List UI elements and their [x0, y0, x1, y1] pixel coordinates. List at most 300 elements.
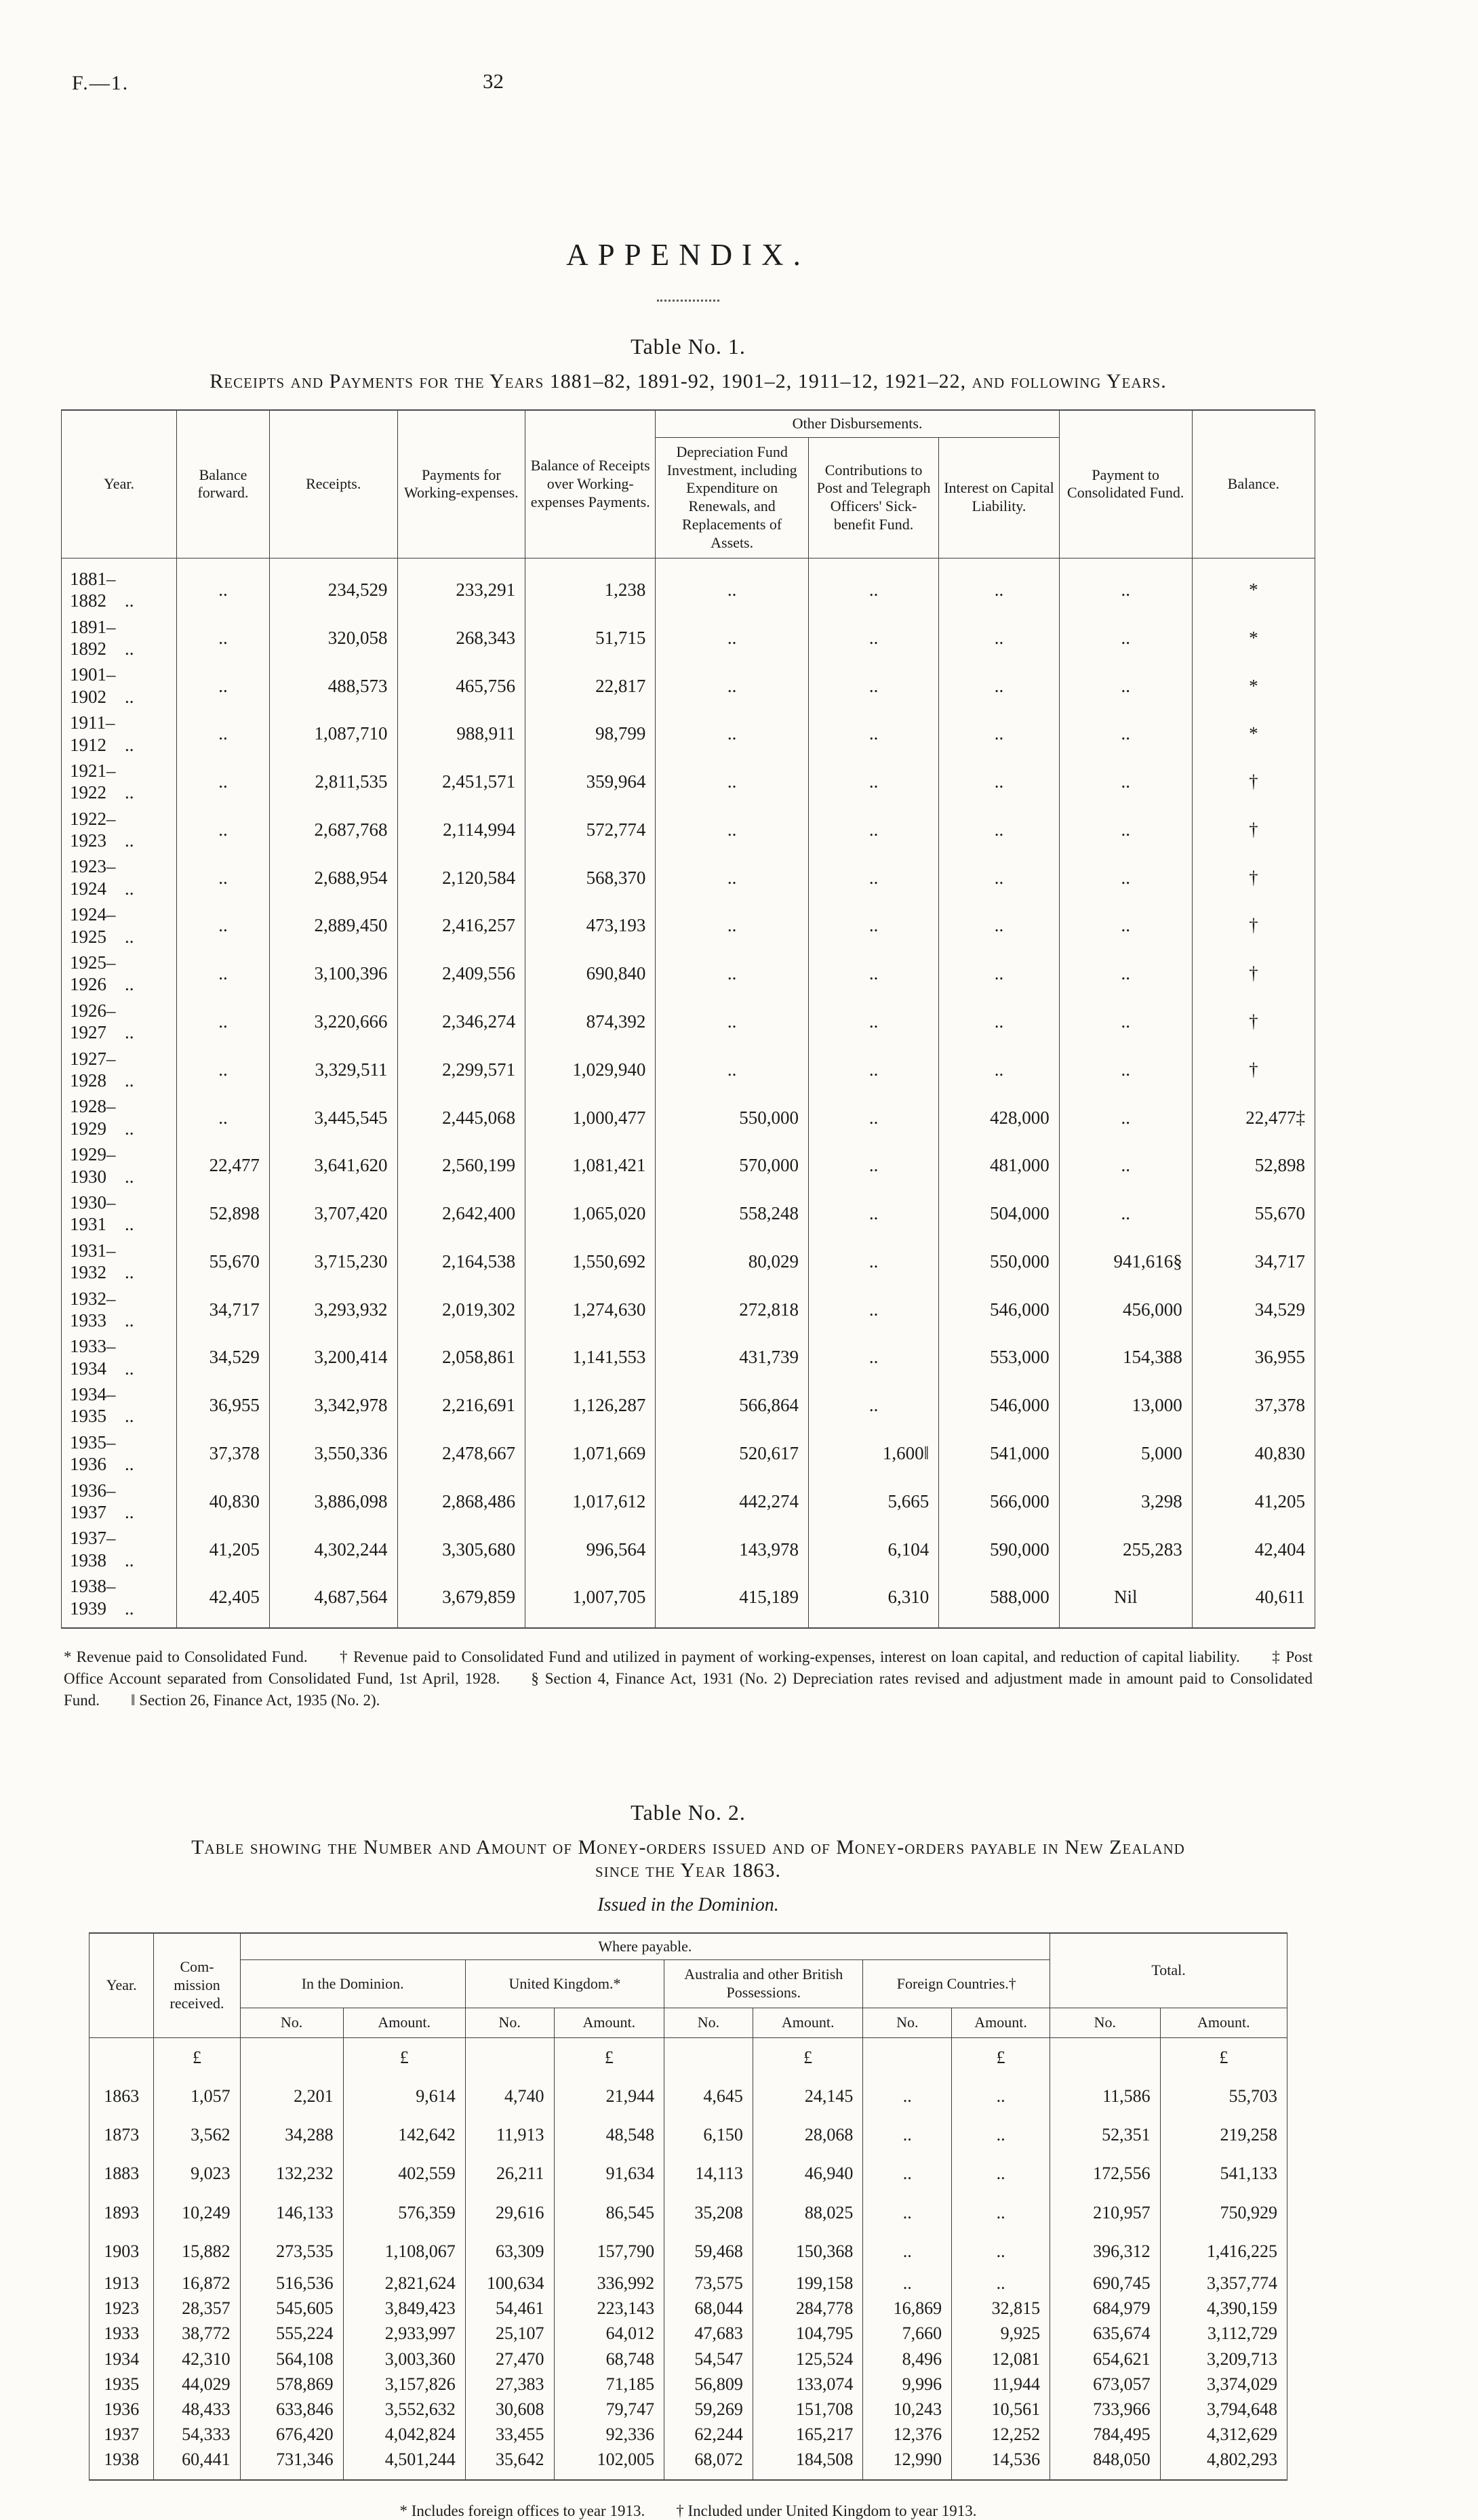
table-cell: 4,302,244 — [269, 1525, 397, 1573]
col-group-united-kingdom: United Kingdom.* — [465, 1960, 664, 2008]
table-cell: .. — [952, 2232, 1050, 2271]
table-cell: 165,217 — [753, 2422, 863, 2447]
table1-title: Table No. 1. — [631, 334, 746, 359]
table-cell: 1893 — [89, 2193, 154, 2232]
table-cell: 1,238 — [525, 558, 656, 613]
table2-footnote: * Includes foreign offices to year 1913. † Included under United Kingdom to year 1913. — [399, 2502, 977, 2520]
table-cell: 125,524 — [753, 2346, 863, 2372]
table-cell: 2,642,400 — [397, 1190, 525, 1238]
table-cell: .. — [1059, 998, 1192, 1046]
table-cell: 3,794,648 — [1160, 2397, 1287, 2422]
table-cell: * — [1192, 710, 1315, 758]
table-row — [62, 614, 1315, 662]
table-cell: 6,104 — [808, 1525, 938, 1573]
table-cell: 12,081 — [952, 2346, 1050, 2372]
table-cell: 62,244 — [664, 2422, 753, 2447]
table-cell: 199,158 — [753, 2271, 863, 2296]
table-cell: 28,068 — [753, 2115, 863, 2154]
table-cell: 2,560,199 — [397, 1141, 525, 1190]
table-cell: .. — [939, 710, 1060, 758]
table-cell: .. — [656, 558, 809, 613]
table-cell: 272,818 — [656, 1286, 809, 1334]
col-header-no: No. — [863, 2008, 952, 2038]
table-cell: 157,790 — [554, 2232, 664, 2271]
table-cell: .. — [808, 1333, 938, 1381]
table-cell: 1,081,421 — [525, 1141, 656, 1190]
table-cell: 2,478,667 — [397, 1429, 525, 1478]
table-cell: 33,455 — [465, 2422, 554, 2447]
table-cell: 520,617 — [656, 1429, 809, 1478]
table-cell: 41,205 — [1192, 1478, 1315, 1526]
table-cell: 34,288 — [240, 2115, 343, 2154]
table-cell: 2,889,450 — [269, 901, 397, 950]
table-cell: .. — [808, 950, 938, 998]
table-cell: .. — [1059, 853, 1192, 901]
table-cell: 1913 — [89, 2271, 154, 2296]
table-cell: 36,955 — [177, 1381, 270, 1429]
table-cell: 570,000 — [656, 1141, 809, 1190]
table-cell: 359,964 — [525, 758, 656, 806]
table-cell: £ — [343, 2037, 465, 2077]
table-cell: 27,470 — [465, 2346, 554, 2372]
table-cell: 34,529 — [177, 1333, 270, 1381]
table-cell — [89, 2037, 154, 2077]
table-cell: 2,114,994 — [397, 806, 525, 854]
table-cell: .. — [808, 806, 938, 854]
table-cell: .. — [656, 614, 809, 662]
table-cell: .. — [1059, 1141, 1192, 1190]
table-row — [89, 2115, 1287, 2154]
col-group-foreign: Foreign Countries.† — [863, 1960, 1050, 2008]
table-cell: 9,996 — [863, 2372, 952, 2397]
table-cell: 9,023 — [154, 2154, 240, 2193]
table-cell: 784,495 — [1050, 2422, 1161, 2447]
col-header-amount: Amount. — [952, 2008, 1050, 2038]
table-cell: 1936 — [89, 2397, 154, 2422]
col-header-amount: Amount. — [753, 2008, 863, 2038]
table-cell: .. — [952, 2193, 1050, 2232]
table-cell: 588,000 — [939, 1573, 1060, 1628]
table-cell: 2,299,571 — [397, 1046, 525, 1094]
col-group-in-dominion: In the Dominion. — [240, 1960, 465, 2008]
table-cell: .. — [808, 1286, 938, 1334]
table-cell: .. — [656, 806, 809, 854]
table-cell: 48,548 — [554, 2115, 664, 2154]
table-cell: 2,164,538 — [397, 1238, 525, 1286]
table-cell: 233,291 — [397, 558, 525, 613]
table-row — [62, 1046, 1315, 1094]
table-row — [89, 2422, 1287, 2447]
table-cell: 1938–1939 .. — [62, 1573, 177, 1628]
table-cell: .. — [939, 901, 1060, 950]
table-row — [89, 2077, 1287, 2115]
table-cell: 14,536 — [952, 2447, 1050, 2480]
table2-title: Table No. 2. — [631, 1800, 746, 1825]
table-cell: .. — [177, 614, 270, 662]
table-row — [89, 2321, 1287, 2346]
table-cell: 3,200,414 — [269, 1333, 397, 1381]
table-cell: .. — [808, 1238, 938, 1286]
table-cell: 1901–1902 .. — [62, 662, 177, 710]
table-row — [89, 2037, 1287, 2077]
table-header-row — [62, 410, 1315, 437]
table-header-row — [89, 2008, 1287, 2038]
table-cell: .. — [177, 1093, 270, 1141]
table-cell: 12,252 — [952, 2422, 1050, 2447]
page-content — [61, 0, 1315, 2520]
table-cell: .. — [177, 950, 270, 998]
table-cell: 12,376 — [863, 2422, 952, 2447]
table2-section — [61, 1800, 1315, 2520]
table-cell: 690,745 — [1050, 2271, 1161, 2296]
table-row — [62, 758, 1315, 806]
table-cell: £ — [952, 2037, 1050, 2077]
table-cell: 2,201 — [240, 2077, 343, 2115]
table-cell: £ — [154, 2037, 240, 2077]
table-cell: 64,012 — [554, 2321, 664, 2346]
table-cell: 1873 — [89, 2115, 154, 2154]
table-cell: 4,740 — [465, 2077, 554, 2115]
table-cell: 7,660 — [863, 2321, 952, 2346]
table-cell: 3,715,230 — [269, 1238, 397, 1286]
table-cell: .. — [863, 2077, 952, 2115]
table-cell: 255,283 — [1059, 1525, 1192, 1573]
table-cell: 1921–1922 .. — [62, 758, 177, 806]
table-cell: 15,882 — [154, 2232, 240, 2271]
table-cell: 5,000 — [1059, 1429, 1192, 1478]
table-cell: .. — [656, 662, 809, 710]
col-header-year: Year. — [89, 1933, 154, 2038]
table-cell: 1933 — [89, 2321, 154, 2346]
table-cell: .. — [939, 806, 1060, 854]
table-header-row — [89, 1933, 1287, 1960]
table-cell: 1,141,553 — [525, 1333, 656, 1381]
table-cell: † — [1192, 998, 1315, 1046]
table-cell: 550,000 — [939, 1238, 1060, 1286]
col-header-commission: Com-mission received. — [154, 1933, 240, 2038]
table-cell: 1,126,287 — [525, 1381, 656, 1429]
table-cell: 731,346 — [240, 2447, 343, 2480]
col-header-payment-consolidated: Payment to Consolidated Fund. — [1059, 410, 1192, 558]
table-cell: 2,058,861 — [397, 1333, 525, 1381]
table-cell: 415,189 — [656, 1573, 809, 1628]
table-cell: 28,357 — [154, 2296, 240, 2321]
table-cell: 6,310 — [808, 1573, 938, 1628]
table-cell: 59,269 — [664, 2397, 753, 2422]
table-cell: 48,433 — [154, 2397, 240, 2422]
table-cell: 1881–1882 .. — [62, 558, 177, 613]
table-cell: 564,108 — [240, 2346, 343, 2372]
table-cell: 3,305,680 — [397, 1525, 525, 1573]
table-cell: 54,547 — [664, 2346, 753, 2372]
table-cell: .. — [1059, 901, 1192, 950]
table-cell: 576,359 — [343, 2193, 465, 2232]
table-cell: 10,561 — [952, 2397, 1050, 2422]
table-cell: .. — [1059, 662, 1192, 710]
table-cell: .. — [656, 998, 809, 1046]
table-cell: 1935–1936 .. — [62, 1429, 177, 1478]
table-cell: 3,329,511 — [269, 1046, 397, 1094]
table-cell: 3,298 — [1059, 1478, 1192, 1526]
table-cell: .. — [939, 998, 1060, 1046]
table-cell: 1934–1935 .. — [62, 1381, 177, 1429]
table-cell: 172,556 — [1050, 2154, 1161, 2193]
table-cell: 80,029 — [656, 1238, 809, 1286]
table-row — [62, 1286, 1315, 1334]
table-cell — [1050, 2037, 1161, 2077]
table-cell: .. — [1059, 558, 1192, 613]
table-row — [89, 2296, 1287, 2321]
table-cell: 102,005 — [554, 2447, 664, 2480]
table-cell: .. — [1059, 710, 1192, 758]
table-cell: 150,368 — [753, 2232, 863, 2271]
table-cell: .. — [939, 950, 1060, 998]
table-cell: 456,000 — [1059, 1286, 1192, 1334]
table-cell: 35,642 — [465, 2447, 554, 2480]
table-cell: 1923–1924 .. — [62, 853, 177, 901]
col-group-total: Total. — [1050, 1933, 1287, 2008]
table-cell: 52,898 — [1192, 1141, 1315, 1190]
table-cell: 3,003,360 — [343, 2346, 465, 2372]
table-row — [62, 1190, 1315, 1238]
table-row — [62, 1429, 1315, 1478]
table-cell: 38,772 — [154, 2321, 240, 2346]
table-cell: 71,185 — [554, 2372, 664, 2397]
table-cell: 54,461 — [465, 2296, 554, 2321]
table-row — [62, 710, 1315, 758]
table-cell: 3,342,978 — [269, 1381, 397, 1429]
table-cell: 396,312 — [1050, 2232, 1161, 2271]
table-cell: * — [1192, 558, 1315, 613]
table-cell: .. — [863, 2115, 952, 2154]
table-cell: 22,477‡ — [1192, 1093, 1315, 1141]
table-cell: 219,258 — [1160, 2115, 1287, 2154]
table-cell: 1931–1932 .. — [62, 1238, 177, 1286]
table2-header — [89, 1933, 1287, 2038]
table-cell: * — [1192, 614, 1315, 662]
table-cell: 572,774 — [525, 806, 656, 854]
table-cell: .. — [808, 558, 938, 613]
table-cell: 3,157,826 — [343, 2372, 465, 2397]
table-cell: 11,944 — [952, 2372, 1050, 2397]
col-header-amount: Amount. — [554, 2008, 664, 2038]
table-cell: 91,634 — [554, 2154, 664, 2193]
col-header-balance: Balance. — [1192, 410, 1315, 558]
table-cell: 41,205 — [177, 1525, 270, 1573]
table-cell: 988,911 — [397, 710, 525, 758]
table-cell: 690,840 — [525, 950, 656, 998]
table-cell: 30,608 — [465, 2397, 554, 2422]
table-cell: 184,508 — [753, 2447, 863, 2480]
table-cell: .. — [656, 758, 809, 806]
table-cell: 268,343 — [397, 614, 525, 662]
table-cell: 55,670 — [1192, 1190, 1315, 1238]
table-row — [62, 1478, 1315, 1526]
table-cell: 545,605 — [240, 2296, 343, 2321]
table-cell: .. — [656, 950, 809, 998]
col-header-no: No. — [664, 2008, 753, 2038]
table-cell: 1,007,705 — [525, 1573, 656, 1628]
table-cell: .. — [808, 614, 938, 662]
table-cell: .. — [808, 901, 938, 950]
table-row — [62, 558, 1315, 613]
table-cell: 2,019,302 — [397, 1286, 525, 1334]
table-cell: 3,112,729 — [1160, 2321, 1287, 2346]
table-cell: 941,616§ — [1059, 1238, 1192, 1286]
table-cell: 3,552,632 — [343, 2397, 465, 2422]
table-cell: 92,336 — [554, 2422, 664, 2447]
table-cell: 10,249 — [154, 2193, 240, 2232]
col-header-interest: Interest on Capital Liability. — [939, 437, 1060, 558]
table-cell: 3,445,545 — [269, 1093, 397, 1141]
section-rule — [657, 300, 719, 302]
table-cell: 56,809 — [664, 2372, 753, 2397]
table-cell: .. — [808, 662, 938, 710]
table-cell: 9,614 — [343, 2077, 465, 2115]
table-cell: .. — [939, 758, 1060, 806]
table1-header — [62, 410, 1315, 558]
col-header-no: No. — [240, 2008, 343, 2038]
table-cell: 10,243 — [863, 2397, 952, 2422]
table-cell: 86,545 — [554, 2193, 664, 2232]
table-cell: 12,990 — [863, 2447, 952, 2480]
appendix-title: APPENDIX. — [566, 238, 810, 272]
table-cell: 32,815 — [952, 2296, 1050, 2321]
table-cell: 1903 — [89, 2232, 154, 2271]
table-cell: 1,600‖ — [808, 1429, 938, 1478]
table-cell: 79,747 — [554, 2397, 664, 2422]
table-cell: 55,670 — [177, 1238, 270, 1286]
document-reference: F.—1. — [72, 72, 129, 94]
table-cell: 1,057 — [154, 2077, 240, 2115]
table-cell: 1932–1933 .. — [62, 1286, 177, 1334]
table-cell: 52,351 — [1050, 2115, 1161, 2154]
table-cell: 21,944 — [554, 2077, 664, 2115]
table-cell: 3,209,713 — [1160, 2346, 1287, 2372]
table-cell: 2,933,997 — [343, 2321, 465, 2346]
table-cell: 46,940 — [753, 2154, 863, 2193]
table-cell: 2,811,535 — [269, 758, 397, 806]
table-cell: 34,717 — [177, 1286, 270, 1334]
table-cell: .. — [656, 710, 809, 758]
table-cell: 3,220,666 — [269, 998, 397, 1046]
table-row — [62, 901, 1315, 950]
table-cell: 26,211 — [465, 2154, 554, 2193]
table-cell: .. — [808, 1141, 938, 1190]
table-cell: 1891–1892 .. — [62, 614, 177, 662]
table-cell: .. — [939, 1046, 1060, 1094]
table2-currency-row-group — [89, 2037, 1287, 2077]
table-cell: 4,390,159 — [1160, 2296, 1287, 2321]
table-cell: 541,000 — [939, 1429, 1060, 1478]
table-cell: 1938 — [89, 2447, 154, 2480]
table-cell: 1922–1923 .. — [62, 806, 177, 854]
table-cell: .. — [939, 662, 1060, 710]
table-row — [89, 2447, 1287, 2480]
table-cell: 146,133 — [240, 2193, 343, 2232]
table-cell: 37,378 — [177, 1429, 270, 1478]
table-cell: 654,621 — [1050, 2346, 1161, 2372]
table-cell: 848,050 — [1050, 2447, 1161, 2480]
table-cell: 11,913 — [465, 2115, 554, 2154]
table-row — [89, 2372, 1287, 2397]
table-cell: .. — [1059, 806, 1192, 854]
table-cell: .. — [177, 1046, 270, 1094]
table-cell: 516,536 — [240, 2271, 343, 2296]
table-cell: 1930–1931 .. — [62, 1190, 177, 1238]
table-cell: 68,044 — [664, 2296, 753, 2321]
table-cell: 566,000 — [939, 1478, 1060, 1526]
table-cell: 558,248 — [656, 1190, 809, 1238]
table-cell — [240, 2037, 343, 2077]
col-header-no: No. — [1050, 2008, 1161, 2038]
table-cell: 684,979 — [1050, 2296, 1161, 2321]
col-header-receipts: Receipts. — [269, 410, 397, 558]
table-cell: 1863 — [89, 2077, 154, 2115]
table-cell: 1,108,067 — [343, 2232, 465, 2271]
table-cell: 104,795 — [753, 2321, 863, 2346]
table-cell: 1923 — [89, 2296, 154, 2321]
table-cell: 4,042,824 — [343, 2422, 465, 2447]
col-header-payments-working: Payments for Working-expenses. — [397, 410, 525, 558]
table-cell: 40,611 — [1192, 1573, 1315, 1628]
table-cell: 733,966 — [1050, 2397, 1161, 2422]
table-row — [62, 950, 1315, 998]
table-cell: 1927–1928 .. — [62, 1046, 177, 1094]
table-cell: .. — [177, 853, 270, 901]
table-row — [89, 2154, 1287, 2193]
table-cell: 1883 — [89, 2154, 154, 2193]
table-cell: .. — [808, 1046, 938, 1094]
table-cell: .. — [808, 1190, 938, 1238]
table-cell: 2,687,768 — [269, 806, 397, 854]
table-cell: .. — [177, 998, 270, 1046]
table-cell: £ — [554, 2037, 664, 2077]
table-cell: .. — [952, 2115, 1050, 2154]
table-cell: 568,370 — [525, 853, 656, 901]
col-header-depreciation: Depreciation Fund Investment, including Expenditure on Renewals, and Replacements of Assets. — [656, 437, 809, 558]
table-cell: 42,310 — [154, 2346, 240, 2372]
page-number: 32 — [483, 69, 504, 93]
table-cell: .. — [177, 662, 270, 710]
table-cell: † — [1192, 758, 1315, 806]
table-cell: 320,058 — [269, 614, 397, 662]
table-cell: .. — [808, 758, 938, 806]
table-cell: 273,535 — [240, 2232, 343, 2271]
table-cell: £ — [1160, 2037, 1287, 2077]
table-cell: 40,830 — [1192, 1429, 1315, 1478]
table-cell: † — [1192, 853, 1315, 901]
table-cell: 996,564 — [525, 1525, 656, 1573]
table-cell: 13,000 — [1059, 1381, 1192, 1429]
table-cell: 553,000 — [939, 1333, 1060, 1381]
table-cell: 142,642 — [343, 2115, 465, 2154]
col-header-year: Year. — [62, 410, 177, 558]
table-cell: 6,150 — [664, 2115, 753, 2154]
table-cell: 55,703 — [1160, 2077, 1287, 2115]
table-cell: .. — [1059, 1190, 1192, 1238]
table-cell: £ — [753, 2037, 863, 2077]
col-group-other-disbursements: Other Disbursements. — [656, 410, 1059, 437]
table-cell: .. — [939, 614, 1060, 662]
table-cell: 8,496 — [863, 2346, 952, 2372]
table-cell: 676,420 — [240, 2422, 343, 2447]
table-cell: 2,120,584 — [397, 853, 525, 901]
table-cell: .. — [177, 806, 270, 854]
table-cell — [863, 2037, 952, 2077]
table-row — [62, 1333, 1315, 1381]
table-cell: 555,224 — [240, 2321, 343, 2346]
